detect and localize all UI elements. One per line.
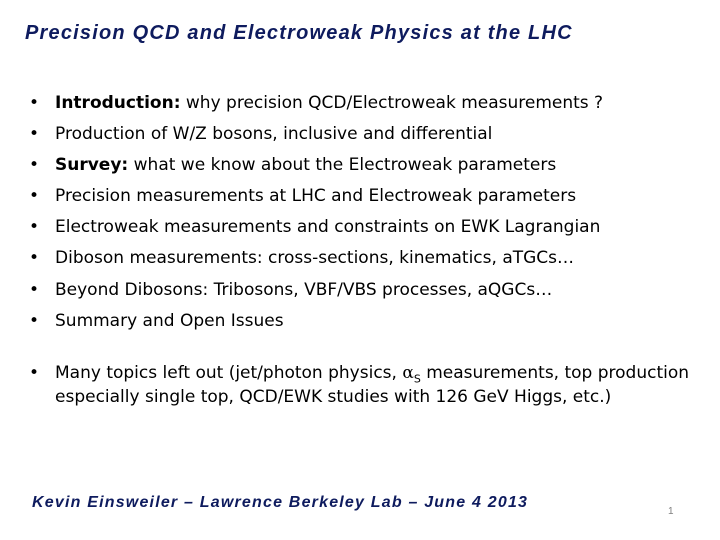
alpha-subscript: S [413,372,421,386]
bullet-text: Diboson measurements: cross-sections, kinematics, aTGCs… [55,248,575,269]
bullet-item [26,216,696,238]
bullet-item [26,247,696,269]
page-number: 1 [668,506,674,517]
slide-title: Precision QCD and Electroweak Physics at the LHC [25,22,573,44]
bullet-text: Summary and Open Issues [55,310,284,331]
bullet-marker: • [29,217,40,238]
bullet-text-after: measurements, top production especially single top, QCD/EWK studies with 126 GeV Higgs, etc.) [55,362,690,408]
bullet-text: Precision measurements at LHC and Electroweak parameters [55,186,577,207]
bullet-text-before: Many topics left out (jet/photon physics, [55,362,397,383]
bullet-item [26,92,696,114]
alpha-symbol: α [402,362,414,383]
bullet-list [26,92,696,418]
bullet-text: why precision QCD/Electroweak measurements ? [185,93,604,113]
bullet-item-topics-left-out [26,362,696,409]
slide-footer: Kevin Einsweiler – Lawrence Berkeley Lab – June 4 2013 [32,494,529,511]
bullet-text: Beyond Dibosons: Tribosons, VBF/VBS processes, aQGCs… [55,279,553,300]
bullet-text: what we know about the Electroweak parameters [133,155,557,176]
bullet-marker: • [29,248,40,269]
bullet-marker: • [29,155,40,176]
bullet-bold-label: Introduction: [55,93,181,113]
bullet-marker: • [29,310,40,331]
bullet-item [26,185,696,207]
bullet-marker: • [29,186,40,207]
bullet-text: Electroweak measurements and constraints on EWK Lagrangian [55,217,601,238]
bullet-item [26,123,696,145]
bullet-text: Production of W/Z bosons, inclusive and differential [55,124,493,145]
bullet-item [26,279,696,301]
bullet-marker: • [29,279,40,300]
bullet-marker: • [29,93,40,113]
bullet-item [26,310,696,332]
bullet-marker: • [29,362,40,383]
bullet-marker: • [29,124,40,145]
bullet-bold-label: Survey: [55,155,129,176]
bullet-item [26,154,696,176]
